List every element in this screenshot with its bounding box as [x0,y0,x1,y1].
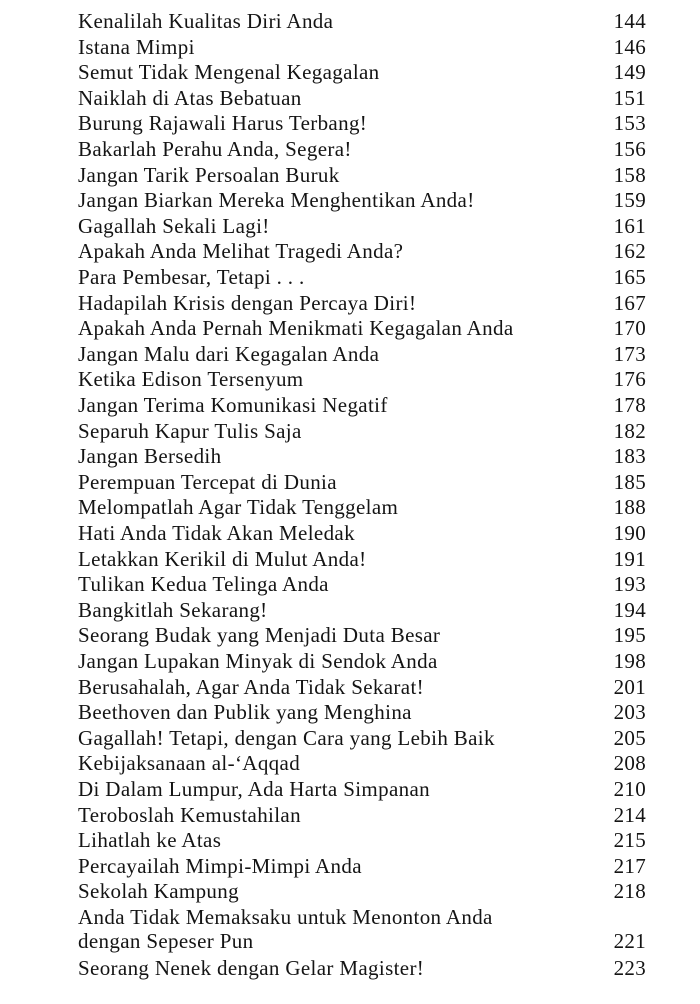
toc-entry-title: Jangan Tarik Persoalan Buruk [78,162,340,187]
toc-entry-title: Sekolah Kampung [78,879,239,904]
toc-entry-title: Burung Rajawali Harus Terbang! [78,111,368,136]
toc-entry-page-number: 151 [613,85,646,110]
toc-entry [0,905,700,956]
toc-entry-page-number: 156 [613,137,646,161]
toc-entry-page-number: 218 [613,879,646,904]
toc-entry-page-number: 159 [613,188,646,213]
toc-entry-page-number: 193 [613,572,646,597]
toc-entry-title: Melompatlah Agar Tidak Tenggelam [78,495,399,520]
toc-entry-page-number: 158 [613,162,646,187]
toc-entry-page-number: 198 [613,649,646,673]
toc-entry-title: Semut Tidak Mengenal Kegagalan [78,60,380,85]
toc-entry-title: Apakah Anda Pernah Menikmati Kegagalan Anda [78,316,514,341]
toc-entry-page-number: 205 [613,725,646,750]
toc-entry-title: Di Dalam Lumpur, Ada Harta Simpanan [78,777,430,801]
toc-entry-page-number: 215 [613,828,646,853]
toc-entry-title: Hati Anda Tidak Akan Meledak [78,521,355,545]
toc-entry-page-number: 190 [613,521,646,545]
toc-entry-page-number: 217 [613,853,646,878]
toc-entry-page-number: 176 [613,367,646,392]
toc-entry-title: Jangan Biarkan Mereka Menghentikan Anda! [78,188,475,213]
toc-entry-title: Teroboslah Kemustahilan [78,802,301,827]
toc-entry-title: Hadapilah Krisis dengan Percaya Diri! [78,290,417,315]
toc-entry-title: Para Pembesar, Tetapi . . . [78,265,305,289]
toc-entry-page-number: 153 [613,111,646,136]
toc-entry-page-number: 188 [613,495,646,520]
toc-entry-title: Separuh Kapur Tulis Saja [78,418,302,443]
toc-entry-page-number: 195 [613,623,646,648]
toc-entry-title-continued: dengan Sepeser Pun [78,929,254,953]
toc-entry-title: Kenalilah Kualitas Diri Anda [78,9,334,33]
toc-entry-page-number: 178 [613,393,646,417]
toc-entry-title: Percayailah Mimpi-Mimpi Anda [78,853,362,878]
toc-entry-page-number: 149 [613,60,646,85]
toc-entry-title: Letakkan Kerikil di Mulut Anda! [78,546,367,571]
toc-entry-page-number: 170 [613,316,646,341]
toc-entry-title: Bangkitlah Sekarang! [78,597,268,622]
toc-entry-title: Jangan Terima Komunikasi Negatif [78,393,388,417]
toc-entry-title: Istana Mimpi [78,34,195,59]
toc-entry-title: Jangan Malu dari Kegagalan Anda [78,341,380,366]
toc-entry-title: Bakarlah Perahu Anda, Segera! [78,137,352,161]
toc-entry-page-number: 214 [613,802,646,827]
toc-entry-page-number: 194 [613,597,646,622]
toc-entry-title: Lihatlah ke Atas [78,828,222,853]
toc-entry-page-number: 161 [613,213,646,238]
toc-entry-title: Gagallah Sekali Lagi! [78,213,270,238]
toc-entry-title: Berusahalah, Agar Anda Tidak Sekarat! [78,674,424,699]
toc-entry-title: Beethoven dan Publik yang Menghina [78,700,412,725]
toc-entry-title: Naiklah di Atas Bebatuan [78,85,302,110]
toc-entry-title: Tulikan Kedua Telinga Anda [78,572,329,597]
toc-entry-title: Seorang Budak yang Menjadi Duta Besar [78,623,441,648]
toc-entry-page-number: 223 [613,956,646,981]
toc-entry-title: Perempuan Tercepat di Dunia [78,469,337,494]
toc-entry-title: Ketika Edison Tersenyum [78,367,304,392]
toc-entry-title: Kebijaksanaan al-‘Aqqad [78,751,301,776]
toc-entry-page-number: 146 [613,34,646,59]
toc-entry-title: Gagallah! Tetapi, dengan Cara yang Lebih Baik [78,725,495,750]
toc-entry-page-number: 165 [613,265,646,289]
toc-entry-page-number: 144 [613,9,646,33]
toc-entry-page-number: 221 [613,929,646,953]
toc-entry-page-number: 167 [613,290,646,315]
toc-entry-page-number: 185 [613,469,646,494]
toc-entry-title: Jangan Bersedih [78,444,222,469]
toc-entry-page-number: 173 [613,341,646,366]
toc-entry-title: Seorang Nenek dengan Gelar Magister! [78,956,425,981]
toc-entry-title: Anda Tidak Memaksaku untuk Menonton Anda [78,905,493,929]
toc-entry-title: Apakah Anda Melihat Tragedi Anda? [78,239,404,264]
toc-entry-page-number: 208 [613,751,646,776]
toc-entry-page-number: 191 [613,546,646,571]
toc-entry-page-number: 182 [613,418,646,443]
toc-entry-page-number: 162 [613,239,646,264]
toc-entry-page-number: 183 [613,444,646,469]
toc-entry-page-number: 201 [613,674,646,699]
toc-entry-page-number: 210 [613,777,646,801]
toc-entry-title: Jangan Lupakan Minyak di Sendok Anda [78,649,438,673]
toc-entry-page-number: 203 [613,700,646,725]
